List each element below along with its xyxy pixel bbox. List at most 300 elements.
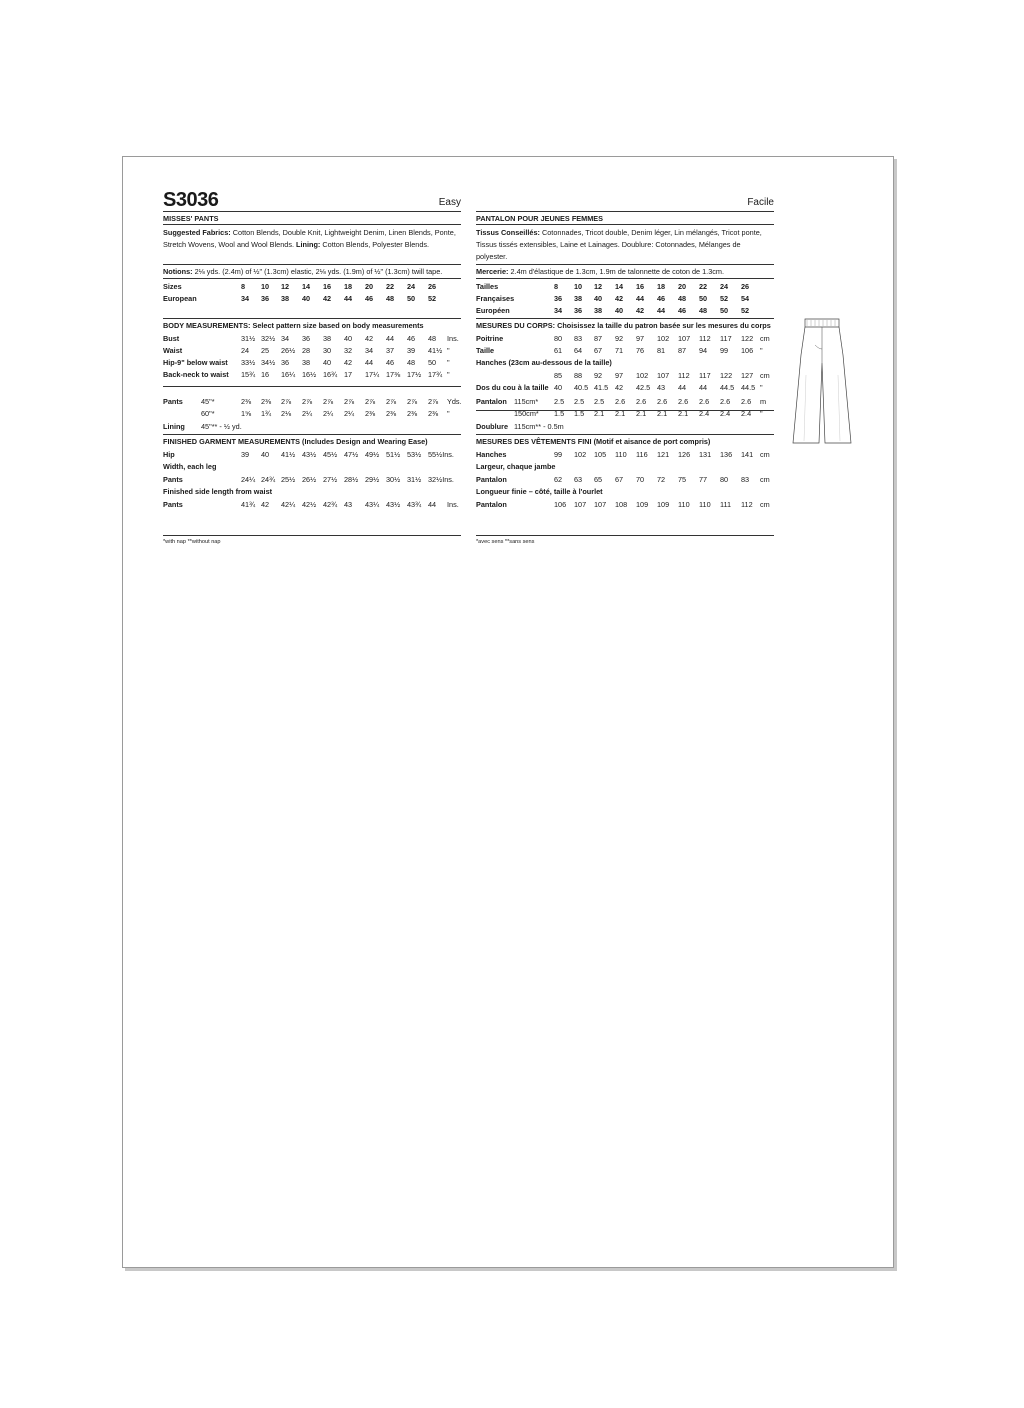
table-cell: 36	[302, 334, 311, 343]
row-label: Hip	[163, 450, 175, 459]
table-cell: 49½	[365, 450, 380, 459]
table-cell: 26	[741, 282, 750, 291]
table-cell: 2⅞	[302, 397, 313, 406]
row-label: 45"*	[201, 397, 215, 406]
table-cell: 2⅜	[365, 409, 376, 418]
table-cell: 20	[365, 282, 374, 291]
table-cell: 48	[678, 294, 687, 303]
table-cell: cm	[760, 475, 770, 484]
table-cell: 63	[574, 475, 583, 484]
row-label: Bust	[163, 334, 180, 343]
difficulty-level: Facile	[747, 197, 774, 208]
table-cell: 52	[720, 294, 729, 303]
table-cell: 83	[574, 334, 583, 343]
table-cell: 43½	[302, 450, 317, 459]
table-cell: 18	[344, 282, 353, 291]
row-label: Dos du cou à la taille	[476, 383, 549, 392]
table-cell: 48	[407, 358, 416, 367]
table-cell: 75	[678, 475, 687, 484]
table-cell: 48	[428, 334, 437, 343]
footnote: *with nap **without nap	[163, 539, 221, 545]
table-cell: 50	[428, 358, 437, 367]
table-cell: 141	[741, 450, 754, 459]
table-cell: 108	[615, 500, 628, 509]
table-cell: 41½	[428, 346, 443, 355]
table-cell: 29½	[365, 475, 380, 484]
table-cell: 24	[241, 346, 250, 355]
table-cell: 8	[554, 282, 559, 291]
table-cell: 87	[594, 334, 603, 343]
table-cell: 34	[554, 306, 563, 315]
table-cell: 10	[261, 282, 270, 291]
table-cell: 2.6	[741, 397, 752, 406]
table-cell: 92	[615, 334, 624, 343]
table-cell: 46	[407, 334, 416, 343]
divider	[476, 224, 774, 225]
table-cell: 34	[241, 294, 250, 303]
table-cell: 2⅜	[407, 409, 418, 418]
table-cell: 42	[365, 334, 374, 343]
table-cell: 107	[574, 500, 587, 509]
table-cell: 8	[241, 282, 246, 291]
row-label: Hip-9" below waist	[163, 358, 228, 367]
table-cell: 46	[657, 294, 666, 303]
row-label: Largeur, chaque jambe	[476, 462, 556, 471]
row-label: Doublure	[476, 422, 509, 431]
table-cell: 116	[636, 450, 648, 459]
table-cell: 40	[261, 450, 270, 459]
table-cell: 2.6	[699, 397, 710, 406]
table-cell: 17⅜	[386, 370, 401, 379]
table-cell: 61	[554, 346, 563, 355]
table-cell: 43	[657, 383, 666, 392]
table-cell: 87	[678, 346, 687, 355]
row-label: Longueur finie – côté, taille à l'ourlet	[476, 487, 603, 496]
table-cell: 41¾	[241, 500, 256, 509]
table-cell: cm	[760, 450, 770, 459]
table-cell: 47½	[344, 450, 359, 459]
table-cell: 24	[720, 282, 729, 291]
table-cell: 97	[615, 371, 624, 380]
table-cell: 30	[323, 346, 332, 355]
table-cell: 44	[636, 294, 645, 303]
table-cell: 25½	[281, 475, 296, 484]
table-cell: 42¾	[323, 500, 338, 509]
table-cell: 85	[554, 371, 563, 380]
table-cell: 33½	[241, 358, 256, 367]
table-cell: 10	[574, 282, 583, 291]
row-label: 115cm*	[514, 397, 539, 406]
table-cell: 117	[699, 371, 711, 380]
divider	[163, 434, 461, 435]
table-cell: 39	[407, 346, 416, 355]
table-cell: 27½	[323, 475, 338, 484]
table-cell: 40	[323, 358, 332, 367]
table-cell: 15¾	[241, 370, 256, 379]
row-label: Finished side length from waist	[163, 487, 273, 496]
table-cell: 32½Ins.	[428, 475, 454, 484]
table-cell: 46	[386, 358, 395, 367]
table-cell: 2⅜	[386, 409, 397, 418]
table-cell: 2.6	[678, 397, 689, 406]
table-cell: 22	[699, 282, 708, 291]
table-cell: 34½	[261, 358, 276, 367]
table-cell: 45"** - ½ yd.	[201, 422, 242, 431]
table-cell: 50	[720, 306, 729, 315]
table-cell: 72	[657, 475, 666, 484]
table-cell: 2⅜	[241, 397, 252, 406]
row-label: Poitrine	[476, 334, 504, 343]
row-label: 150cm*	[514, 409, 539, 418]
table-cell: 67	[594, 346, 603, 355]
row-label: Sizes	[163, 282, 182, 291]
table-cell: 45½	[323, 450, 338, 459]
divider	[476, 434, 774, 435]
table-cell: 46	[365, 294, 374, 303]
table-cell: 109	[636, 500, 649, 509]
table-cell: 76	[636, 346, 645, 355]
table-cell: 32½	[261, 334, 276, 343]
table-cell: 26	[428, 282, 437, 291]
table-cell: 31½	[407, 475, 422, 484]
table-cell: 105	[594, 450, 607, 459]
table-cell: 44	[428, 500, 437, 509]
table-cell: 110	[615, 450, 627, 459]
table-cell: 42½	[302, 500, 317, 509]
table-cell: 2.1	[594, 409, 605, 418]
row-label: Back-neck to waist	[163, 370, 229, 379]
table-cell: 2.1	[636, 409, 647, 418]
table-cell: 44	[699, 383, 708, 392]
table-cell: 2⅞	[407, 397, 418, 406]
row-label: Pantalon	[476, 475, 507, 484]
body-measurements-heading: BODY MEASUREMENTS: Select pattern size based on body measurements	[163, 321, 424, 330]
table-cell: 16½	[302, 370, 317, 379]
fabrics-line-2: Stretch Wovens, Wool and Wool Blends. Lining: Cotton Blends, Polyester Blends.	[163, 240, 430, 249]
table-cell: 112	[699, 334, 711, 343]
table-cell: 70	[636, 475, 645, 484]
divider	[476, 264, 774, 265]
table-cell: "	[447, 370, 450, 379]
table-cell: 40	[554, 383, 563, 392]
row-label: European	[163, 294, 197, 303]
row-label: Pants	[163, 475, 183, 484]
garment-title: PANTALON POUR JEUNES FEMMES	[476, 214, 604, 223]
divider	[476, 278, 774, 279]
table-cell: 25	[261, 346, 270, 355]
finished-measurements-heading: FINISHED GARMENT MEASUREMENTS (Includes Design and Wearing Ease)	[163, 437, 428, 446]
row-label: Waist	[163, 346, 183, 355]
table-cell: 36	[574, 306, 583, 315]
row-label: 60"*	[201, 409, 215, 418]
table-cell: 2⅛	[281, 409, 292, 418]
table-cell: 52	[428, 294, 437, 303]
table-cell: 50	[407, 294, 416, 303]
pants-sketch-icon	[791, 315, 853, 447]
table-cell: 41½	[281, 450, 296, 459]
table-cell: 2.5	[574, 397, 585, 406]
table-cell: 2.4	[699, 409, 710, 418]
table-cell: 52	[741, 306, 750, 315]
table-cell: 107	[594, 500, 607, 509]
garment-title: MISSES' PANTS	[163, 214, 219, 223]
table-cell: 42¼	[281, 500, 296, 509]
table-cell: 43¾	[407, 500, 422, 509]
table-cell: Yds.	[447, 397, 462, 406]
table-cell: 2.1	[678, 409, 689, 418]
table-cell: 44	[365, 358, 374, 367]
table-cell: 80	[554, 334, 563, 343]
table-cell: 38	[281, 294, 290, 303]
table-cell: 2¼	[323, 409, 334, 418]
table-cell: 107	[678, 334, 691, 343]
table-cell: 44	[344, 294, 353, 303]
table-cell: 2.1	[657, 409, 668, 418]
table-cell: 77	[699, 475, 708, 484]
table-cell: 122	[741, 334, 754, 343]
table-cell: 32	[344, 346, 353, 355]
divider	[476, 535, 774, 536]
divider	[163, 264, 461, 265]
table-cell: 16	[261, 370, 270, 379]
table-cell: 43	[344, 500, 353, 509]
table-cell: 16	[323, 282, 332, 291]
row-label: Hanches	[476, 450, 507, 459]
table-cell: 51½	[386, 450, 401, 459]
table-cell: 40	[594, 294, 603, 303]
table-cell: 48	[386, 294, 395, 303]
divider	[163, 386, 461, 387]
table-cell: 54	[741, 294, 750, 303]
table-cell: 2.6	[657, 397, 668, 406]
table-cell: 17½	[407, 370, 422, 379]
divider	[163, 535, 461, 536]
table-cell: 44	[386, 334, 395, 343]
divider	[163, 211, 461, 212]
table-cell: 38	[574, 294, 583, 303]
table-cell: 28	[302, 346, 311, 355]
table-cell: 92	[594, 371, 603, 380]
divider	[476, 211, 774, 212]
fabrics-line-3: polyester.	[476, 252, 508, 261]
table-cell: 2.4	[741, 409, 752, 418]
table-cell: Ins.	[447, 500, 459, 509]
table-cell: 17¾	[428, 370, 443, 379]
table-cell: 36	[281, 358, 290, 367]
table-cell: 42	[636, 306, 645, 315]
table-cell: 110	[699, 500, 711, 509]
table-cell: 65	[594, 475, 603, 484]
table-cell: 126	[678, 450, 691, 459]
table-cell: 112	[678, 371, 690, 380]
table-cell: 24	[407, 282, 416, 291]
table-cell: 2⅞	[281, 397, 292, 406]
table-cell: 2⅞	[428, 397, 439, 406]
table-cell: 20	[678, 282, 687, 291]
table-cell: 14	[615, 282, 624, 291]
table-cell: 117	[720, 334, 732, 343]
table-cell: 40	[615, 306, 624, 315]
table-cell: 42	[323, 294, 332, 303]
table-cell: 131	[699, 450, 712, 459]
table-cell: 22	[386, 282, 395, 291]
table-cell: 2⅞	[386, 397, 397, 406]
table-cell: 109	[657, 500, 670, 509]
table-cell: 102	[574, 450, 587, 459]
table-cell: 2⅜	[261, 397, 272, 406]
table-cell: cm	[760, 334, 770, 343]
pattern-sheet	[122, 156, 894, 1268]
notions-line: Notions: 2⅛ yds. (2.4m) of ½" (1.3cm) elastic, 2⅛ yds. (1.9m) of ½" (1.3cm) twill tape.	[163, 267, 443, 276]
table-cell: 1¾	[261, 409, 272, 418]
fabrics-line-1: Tissus Conseillés: Cotonnades, Tricot double, Denim léger, Lin mélangés, Tricot ponte,	[476, 228, 762, 237]
pattern-number: S3036	[163, 189, 219, 211]
table-cell: 16	[636, 282, 645, 291]
divider	[163, 224, 461, 225]
table-cell: 122	[720, 371, 733, 380]
table-cell: 2⅜	[428, 409, 439, 418]
table-cell: 2.6	[636, 397, 647, 406]
table-cell: 67	[615, 475, 624, 484]
table-cell: 44.5	[741, 383, 756, 392]
table-cell: 17	[344, 370, 353, 379]
table-cell: 2¼	[344, 409, 355, 418]
table-cell: 24¼	[241, 475, 256, 484]
divider	[476, 318, 774, 319]
row-label: Européen	[476, 306, 510, 315]
table-cell: 34	[365, 346, 374, 355]
table-cell: 42	[261, 500, 270, 509]
table-cell: 36	[554, 294, 563, 303]
row-label: Pantalon	[476, 500, 507, 509]
table-cell: cm	[760, 500, 770, 509]
table-cell: 46	[678, 306, 687, 315]
table-cell: "	[760, 409, 763, 418]
row-label: Pants	[163, 397, 183, 406]
table-cell: 115cm** - 0.5m	[514, 422, 564, 431]
table-cell: 40	[344, 334, 353, 343]
table-cell: 26½	[281, 346, 296, 355]
table-cell: 30½	[386, 475, 401, 484]
table-cell: "	[760, 346, 763, 355]
row-label: Pants	[163, 500, 183, 509]
table-cell: 36	[261, 294, 270, 303]
table-cell: 42	[615, 383, 624, 392]
table-cell: 44	[657, 306, 666, 315]
table-cell: 2.5	[554, 397, 565, 406]
table-cell: 80	[720, 475, 729, 484]
row-label: Hanches (23cm au-dessous de la taille)	[476, 358, 612, 367]
table-cell: 50	[699, 294, 708, 303]
table-cell: 2.5	[594, 397, 605, 406]
table-cell: 106	[741, 346, 754, 355]
table-cell: 40.5	[574, 383, 589, 392]
table-cell: 42.5	[636, 383, 651, 392]
table-cell: 2.6	[720, 397, 731, 406]
table-cell: 112	[741, 500, 753, 509]
row-label: Françaises	[476, 294, 515, 303]
footnote: *avec sens **sans sens	[476, 539, 535, 545]
table-cell: 2.6	[615, 397, 626, 406]
table-cell: 43¼	[365, 500, 380, 509]
table-cell: 2¼	[302, 409, 313, 418]
table-cell: 2⅞	[344, 397, 355, 406]
table-cell: 42	[615, 294, 624, 303]
table-cell: "	[760, 383, 763, 392]
table-cell: 44.5	[720, 383, 735, 392]
table-cell: 24¾	[261, 475, 276, 484]
table-cell: 1⅝	[241, 409, 252, 418]
table-cell: 83	[741, 475, 750, 484]
table-cell: 88	[574, 371, 583, 380]
row-label: Pantalon	[476, 397, 507, 406]
table-cell: 14	[302, 282, 311, 291]
table-cell: 136	[720, 450, 733, 459]
table-cell: 99	[720, 346, 729, 355]
table-cell: 37	[386, 346, 395, 355]
table-cell: 110	[678, 500, 690, 509]
table-cell: 81	[657, 346, 666, 355]
table-cell: 99	[554, 450, 563, 459]
table-cell: 102	[657, 334, 670, 343]
table-cell: 2⅞	[323, 397, 334, 406]
divider	[163, 278, 461, 279]
table-cell: 121	[657, 450, 670, 459]
table-cell: 38	[302, 358, 311, 367]
row-label: Lining	[163, 422, 185, 431]
table-cell: 34	[281, 334, 290, 343]
table-cell: 53½	[407, 450, 422, 459]
table-cell: 102	[636, 371, 649, 380]
table-cell: 55½Ins.	[428, 450, 454, 459]
table-cell: 39	[241, 450, 250, 459]
table-cell: 71	[615, 346, 624, 355]
table-cell: 28½	[344, 475, 359, 484]
table-cell: 38	[594, 306, 603, 315]
table-cell: 2.4	[720, 409, 731, 418]
fabrics-line-1: Suggested Fabrics: Cotton Blends, Double Knit, Lightweight Denim, Linen Blends, Ponte,	[163, 228, 456, 237]
table-cell: 111	[720, 500, 732, 509]
body-measurements-heading: MESURES DU CORPS: Choisissez la taille du patron basée sur les mesures du corps	[476, 321, 771, 330]
table-cell: 97	[636, 334, 645, 343]
table-cell: 64	[574, 346, 583, 355]
table-cell: 44	[678, 383, 687, 392]
table-cell: "	[447, 358, 450, 367]
fabrics-line-2: Tissus tissés extensibles, Laine et Lainages. Doublure: Cotonnades, Mélanges de	[476, 240, 741, 249]
table-cell: 41.5	[594, 383, 609, 392]
table-cell: 16¼	[281, 370, 296, 379]
notions-line: Mercerie: 2.4m d'élastique de 1.3cm, 1.9m de talonnette de coton de 1.3cm.	[476, 267, 725, 276]
table-cell: 38	[323, 334, 332, 343]
difficulty-level: Easy	[438, 197, 461, 208]
table-cell: "	[447, 346, 450, 355]
table-cell: Ins.	[447, 334, 459, 343]
table-cell: 18	[657, 282, 666, 291]
row-label: Tailles	[476, 282, 499, 291]
table-cell: 17¼	[365, 370, 380, 379]
row-label: Width, each leg	[163, 462, 217, 471]
table-cell: 94	[699, 346, 708, 355]
table-cell: 31½	[241, 334, 256, 343]
table-cell: 12	[594, 282, 603, 291]
table-cell: 62	[554, 475, 563, 484]
table-cell: 16¾	[323, 370, 338, 379]
table-cell: 48	[699, 306, 708, 315]
table-cell: "	[447, 409, 450, 418]
divider	[163, 318, 461, 319]
table-cell: 43½	[386, 500, 401, 509]
row-label: Taille	[476, 346, 495, 355]
